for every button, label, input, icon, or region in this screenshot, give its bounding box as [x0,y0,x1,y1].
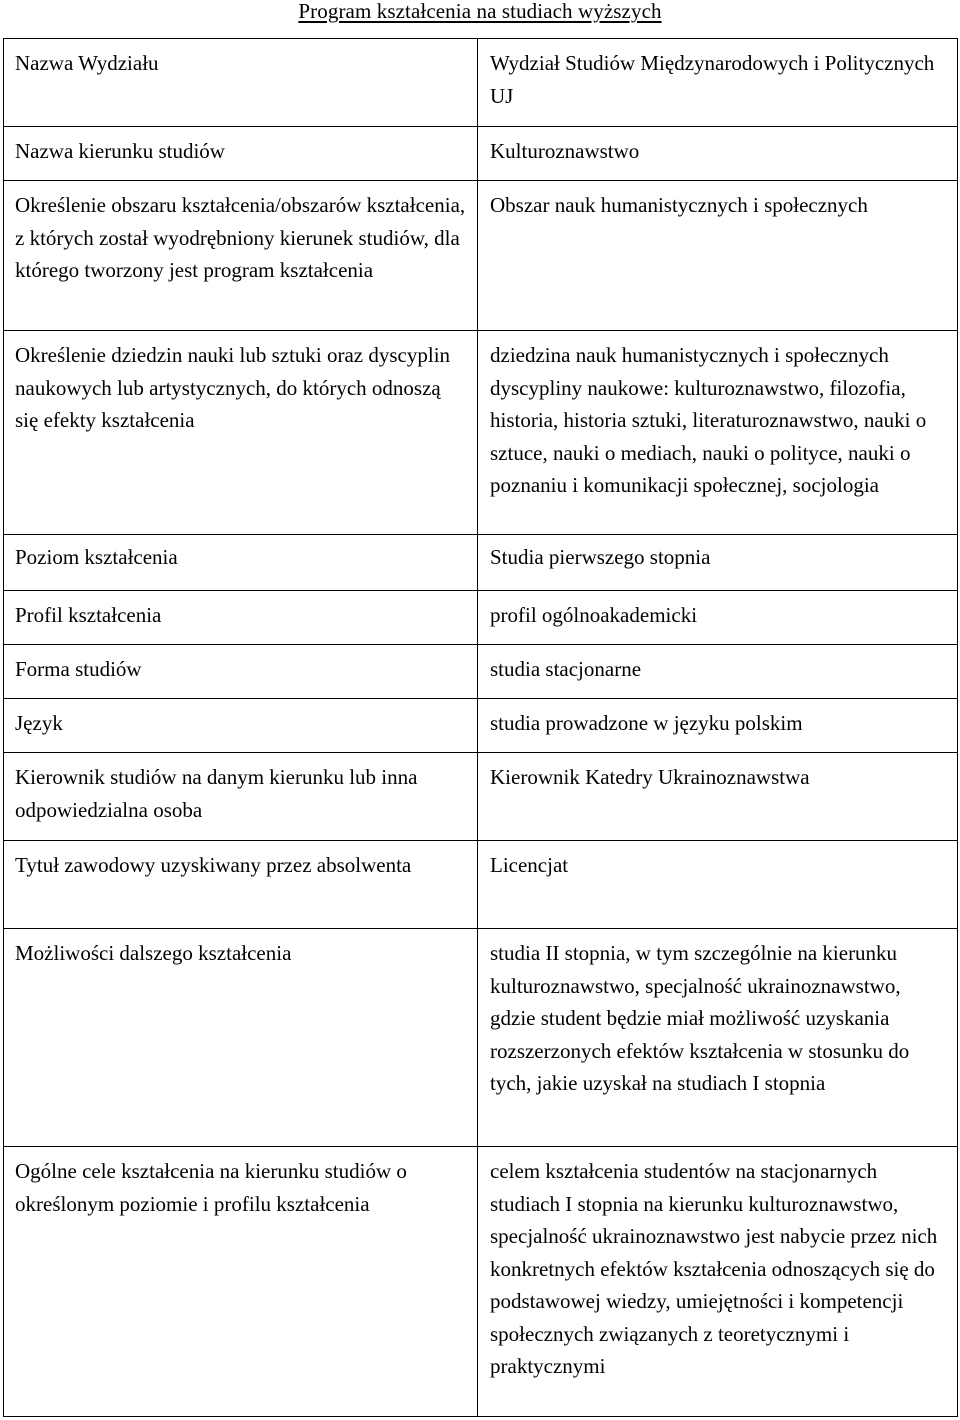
row-value-further-education: studia II stopnia, w tym szczególnie na kierunku kulturoznawstwo, specjalność ukrainoznawstwo, gdzie student będzie miał możliwość uzyskania rozszerzonych efektów kształcenia w stosunku do tych, jakie uzyskał na studiach I stopnia [478,929,958,1147]
row-label-field-of-study: Nazwa kierunku studiów [4,127,478,181]
table-row [4,181,958,331]
table-row [4,39,958,127]
table-row [4,645,958,699]
row-label-further-education: Możliwości dalszego kształcenia [4,929,478,1147]
table-row [4,535,958,591]
row-value-domain: dziedzina nauk humanistycznych i społecznych [490,343,889,367]
row-value-professional-title: Licencjat [478,841,958,929]
row-value-field-of-study: Kulturoznawstwo [478,127,958,181]
row-label-program-head: Kierownik studiów na danym kierunku lub inna odpowiedzialna osoba [4,753,478,841]
table-row [4,753,958,841]
table-row [4,1147,958,1417]
row-value-general-goals: celem kształcenia studentów na stacjonarnych studiach I stopnia na kierunku kulturoznawstwo, specjalność ukrainoznawstwo jest nabycie przez nich konkretnych efektów kształcenia odnoszących się do podstawowej wiedzy, umiejętności i kompetencji społecznych związanych z teoretycznymi i praktycznymi [478,1147,958,1417]
row-value-study-form: studia stacjonarne [478,645,958,699]
table-row [4,591,958,645]
row-label-education-profile: Profil kształcenia [4,591,478,645]
row-label-language: Język [4,699,478,753]
row-value-education-profile: profil ogólnoakademicki [478,591,958,645]
row-label-study-form: Forma studiów [4,645,478,699]
row-label-education-level: Poziom kształcenia [4,535,478,591]
row-value-education-level: Studia pierwszego stopnia [478,535,958,591]
row-value-language: studia prowadzone w języku polskim [478,699,958,753]
table-row [4,841,958,929]
row-value-disciplines [478,331,958,535]
row-value-program-head: Kierownik Katedry Ukrainoznawstwa [478,753,958,841]
table-row [4,699,958,753]
row-label-disciplines: Określenie dziedzin nauki lub sztuki oraz dyscyplin naukowych lub artystycznych, do których odnoszą się efekty kształcenia [4,331,478,535]
row-label-professional-title: Tytuł zawodowy uzyskiwany przez absolwenta [4,841,478,929]
row-value-faculty-name: Wydział Studiów Międzynarodowych i Politycznych UJ [478,39,958,127]
table-row [4,929,958,1147]
row-value-disciplines-list: dyscypliny naukowe: kulturoznawstwo, filozofia, historia, historia sztuki, literaturoznawstwo, nauki o sztuce, nauki o mediach, nauki o polityce, nauki o poznaniu i komunikacji społecznej, socjologia [490,375,927,497]
program-table [3,38,958,1417]
row-label-faculty-name: Nazwa Wydziału [4,39,478,127]
row-label-general-goals: Ogólne cele kształcenia na kierunku studiów o określonym poziomie i profilu kształcenia [4,1147,478,1417]
table-row [4,127,958,181]
row-label-area-of-education: Określenie obszaru kształcenia/obszarów kształcenia, z których został wyodrębniony kierunek studiów, dla którego tworzony jest program kształcenia [4,181,478,331]
row-value-area-of-education: Obszar nauk humanistycznych i społecznych [478,181,958,331]
table-row [4,331,958,535]
document-title: Program kształcenia na studiach wyższych [298,0,662,23]
